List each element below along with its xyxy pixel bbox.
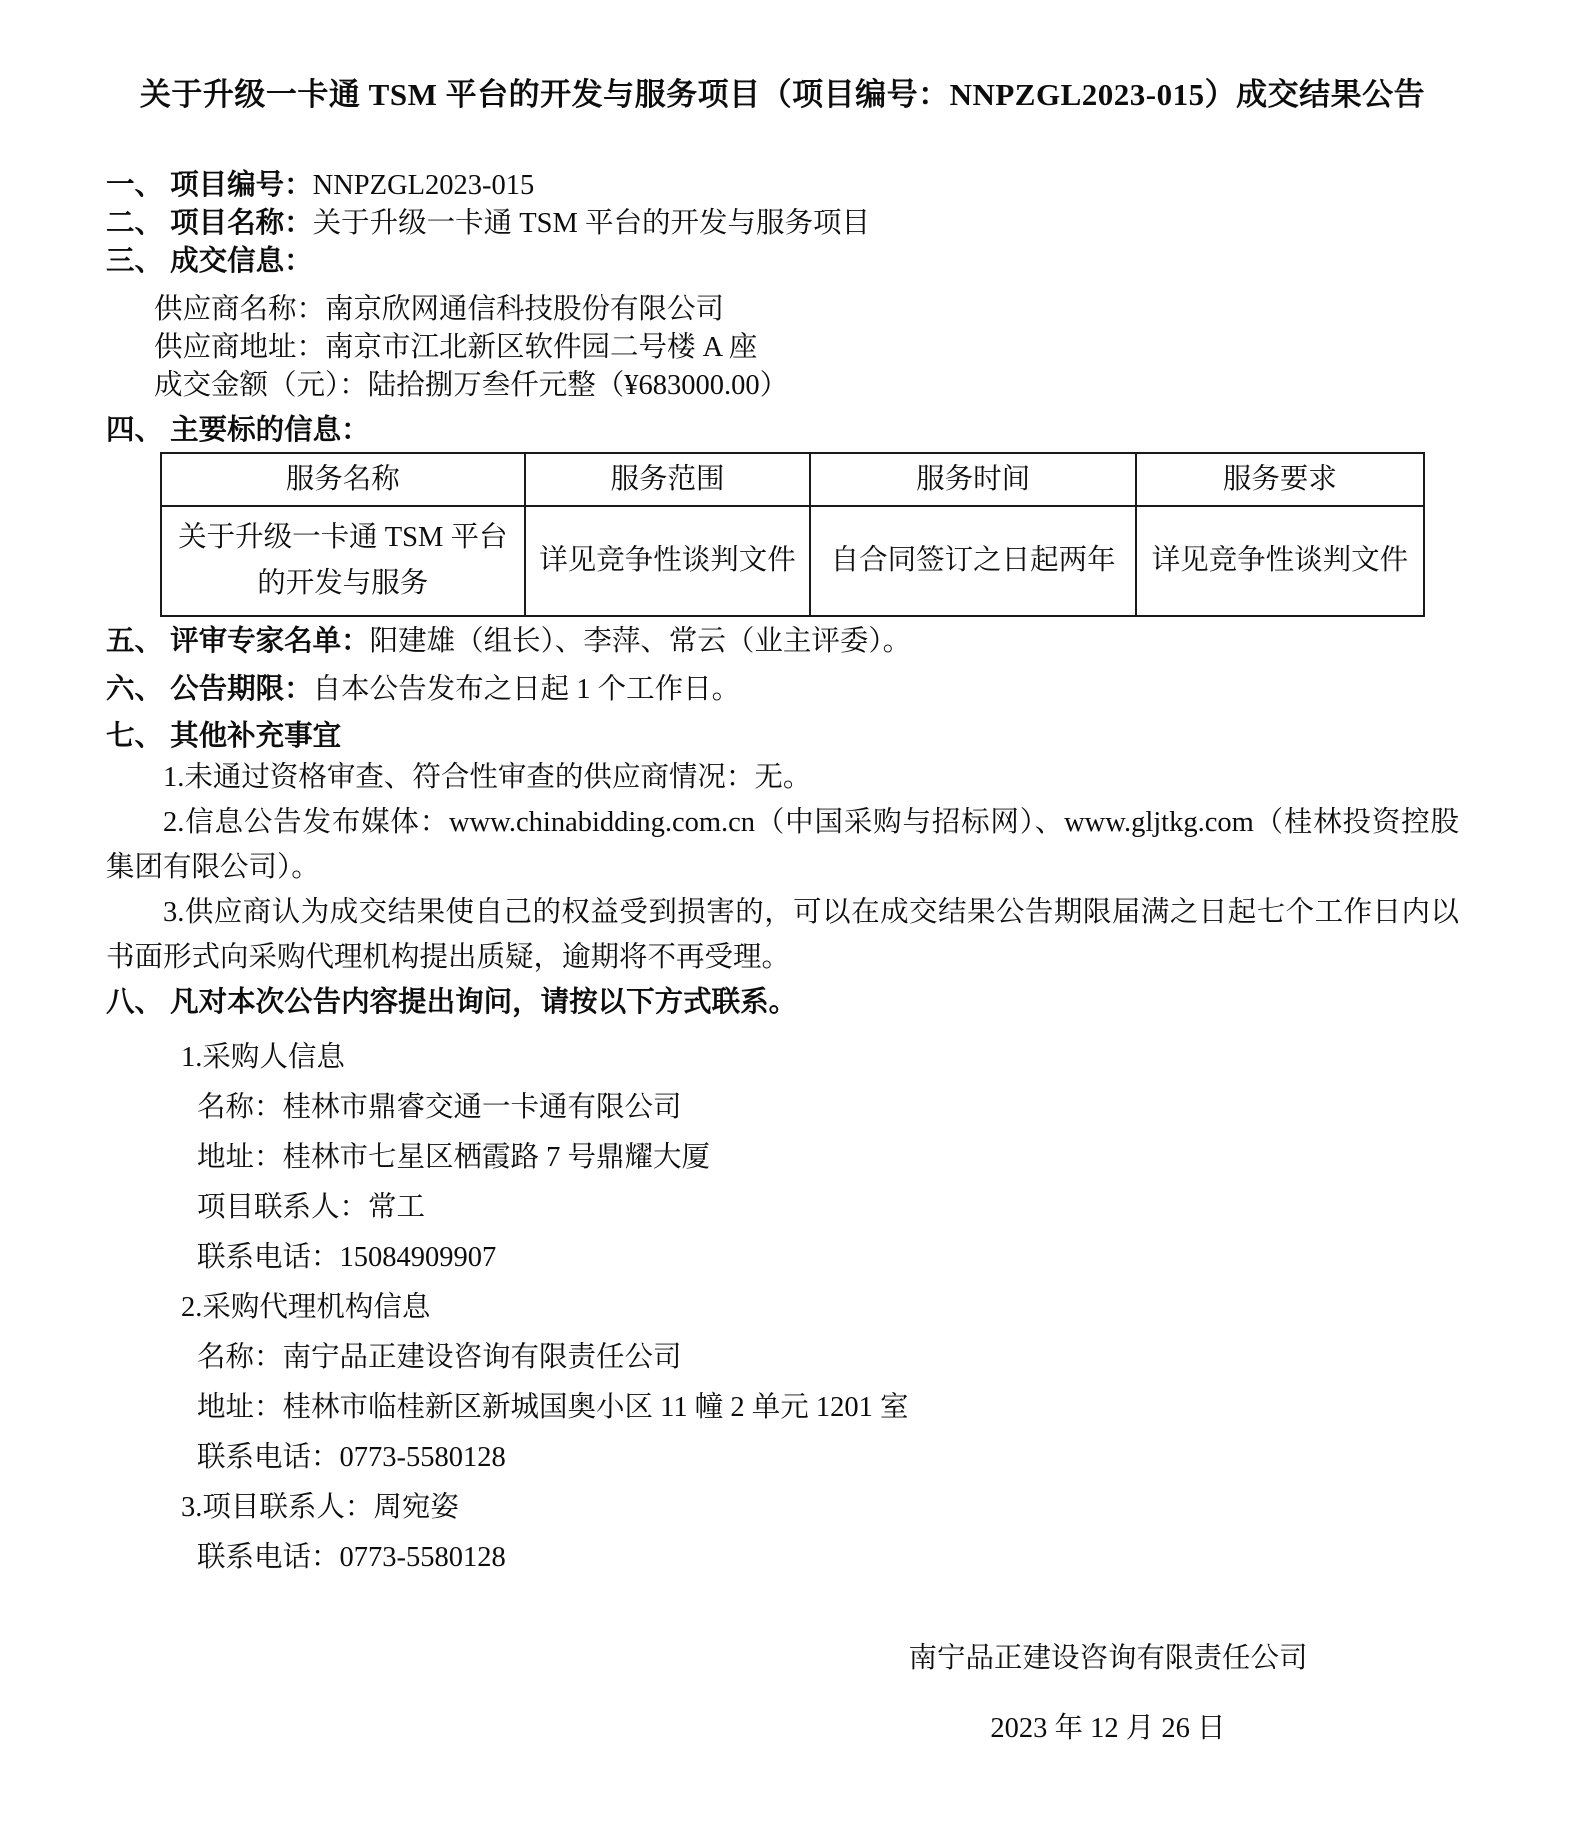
purchaser-name-line: 名称：桂林市鼎睿交通一卡通有限公司	[197, 1092, 682, 1123]
table-header-service-requirement: 服务要求	[1136, 453, 1424, 506]
section-experts	[106, 623, 1459, 661]
purchaser-contact-person-line: 项目联系人：常工	[197, 1192, 426, 1223]
notice-period-label: 六、 公告期限：	[106, 674, 313, 705]
subject-info-table	[160, 452, 1425, 617]
project-name-value: 关于升级一卡通 TSM 平台的开发与服务项目	[312, 208, 870, 239]
project-number-label: 一、 项目编号：	[106, 170, 313, 201]
agency-info-header: 2.采购代理机构信息	[181, 1292, 431, 1323]
section-other-matters	[106, 718, 1459, 756]
purchaser-address-line: 地址：桂林市七星区栖霞路 7 号鼎耀大厦	[197, 1142, 711, 1173]
section-inquiry	[106, 984, 1459, 1022]
section-notice-period	[106, 671, 1459, 709]
supplier-address-line: 供应商地址：南京市江北新区软件园二号楼 A 座	[154, 332, 758, 363]
experts-value: 阳建雄（组长）、李萍、常云（业主评委）。	[369, 626, 912, 657]
section-project-number	[106, 167, 1459, 205]
table-header-row	[161, 453, 1424, 506]
signature-block	[893, 1634, 1323, 1754]
purchaser-phone-line: 联系电话：15084909907	[197, 1242, 497, 1273]
project-contact-header: 3.项目联系人：周宛姿	[181, 1492, 459, 1523]
project-contact-phone-line: 联系电话：0773-5580128	[197, 1542, 506, 1573]
deal-amount-line: 成交金额（元）：陆拾捌万叁仟元整（¥683000.00）	[154, 370, 789, 401]
agency-name-line: 名称：南宁品正建设咨询有限责任公司	[197, 1342, 682, 1373]
agency-phone-line: 联系电话：0773-5580128	[197, 1442, 506, 1473]
table-cell-service-scope: 详见竞争性谈判文件	[525, 506, 811, 616]
project-number-value: NNPZGL2023-015	[312, 170, 535, 201]
purchaser-info-header: 1.采购人信息	[181, 1042, 345, 1073]
other-matters-label: 七、 其他补充事宜	[106, 721, 342, 752]
subject-info-label: 四、 主要标的信息：	[106, 415, 370, 446]
signature-date: 2023 年 12 月 26 日	[990, 1713, 1226, 1744]
page-title: 关于升级一卡通 TSM 平台的开发与服务项目（项目编号：NNPZGL2023-015）成交结果公告	[139, 77, 1426, 112]
table-cell-service-time: 自合同签订之日起两年	[810, 506, 1135, 616]
table-cell-service-requirement: 详见竞争性谈判文件	[1136, 506, 1424, 616]
notice-period-value: 自本公告发布之日起 1 个工作日。	[312, 674, 741, 705]
table-header-service-time: 服务时间	[810, 453, 1135, 506]
table-header-service-scope: 服务范围	[525, 453, 811, 506]
other-matters-item-3: 3.供应商认为成交结果使自己的权益受到损害的，可以在成交结果公告期限届满之日起七个工作日内以书面形式向采购代理机构提出质疑，逾期将不再受理。	[106, 897, 1459, 973]
table-row	[161, 506, 1424, 616]
section-project-name	[106, 205, 1459, 243]
other-matters-item-2: 2.信息公告发布媒体：www.chinabidding.com.cn（中国采购与招标网）、www.gljtkg.com（桂林投资控股集团有限公司）。	[106, 807, 1459, 883]
deal-info-label: 三、 成交信息：	[106, 246, 313, 277]
inquiry-label: 八、 凡对本次公告内容提出询问，请按以下方式联系。	[106, 987, 798, 1018]
experts-label: 五、 评审专家名单：	[106, 626, 370, 657]
section-subject-info	[106, 412, 1459, 450]
project-name-label: 二、 项目名称：	[106, 208, 313, 239]
contacts-block	[106, 1033, 1459, 1583]
other-matters-item-1: 1.未通过资格审查、符合性审查的供应商情况：无。	[163, 762, 812, 793]
table-header-service-name: 服务名称	[161, 453, 525, 506]
table-cell-service-name: 关于升级一卡通 TSM 平台的开发与服务	[161, 506, 525, 616]
supplier-name-line: 供应商名称：南京欣网通信科技股份有限公司	[154, 294, 725, 325]
agency-address-line: 地址：桂林市临桂新区新城国奥小区 11 幢 2 单元 1201 室	[197, 1392, 909, 1423]
section-deal-info	[106, 243, 1459, 281]
signature-company: 南宁品正建设咨询有限责任公司	[908, 1643, 1308, 1674]
